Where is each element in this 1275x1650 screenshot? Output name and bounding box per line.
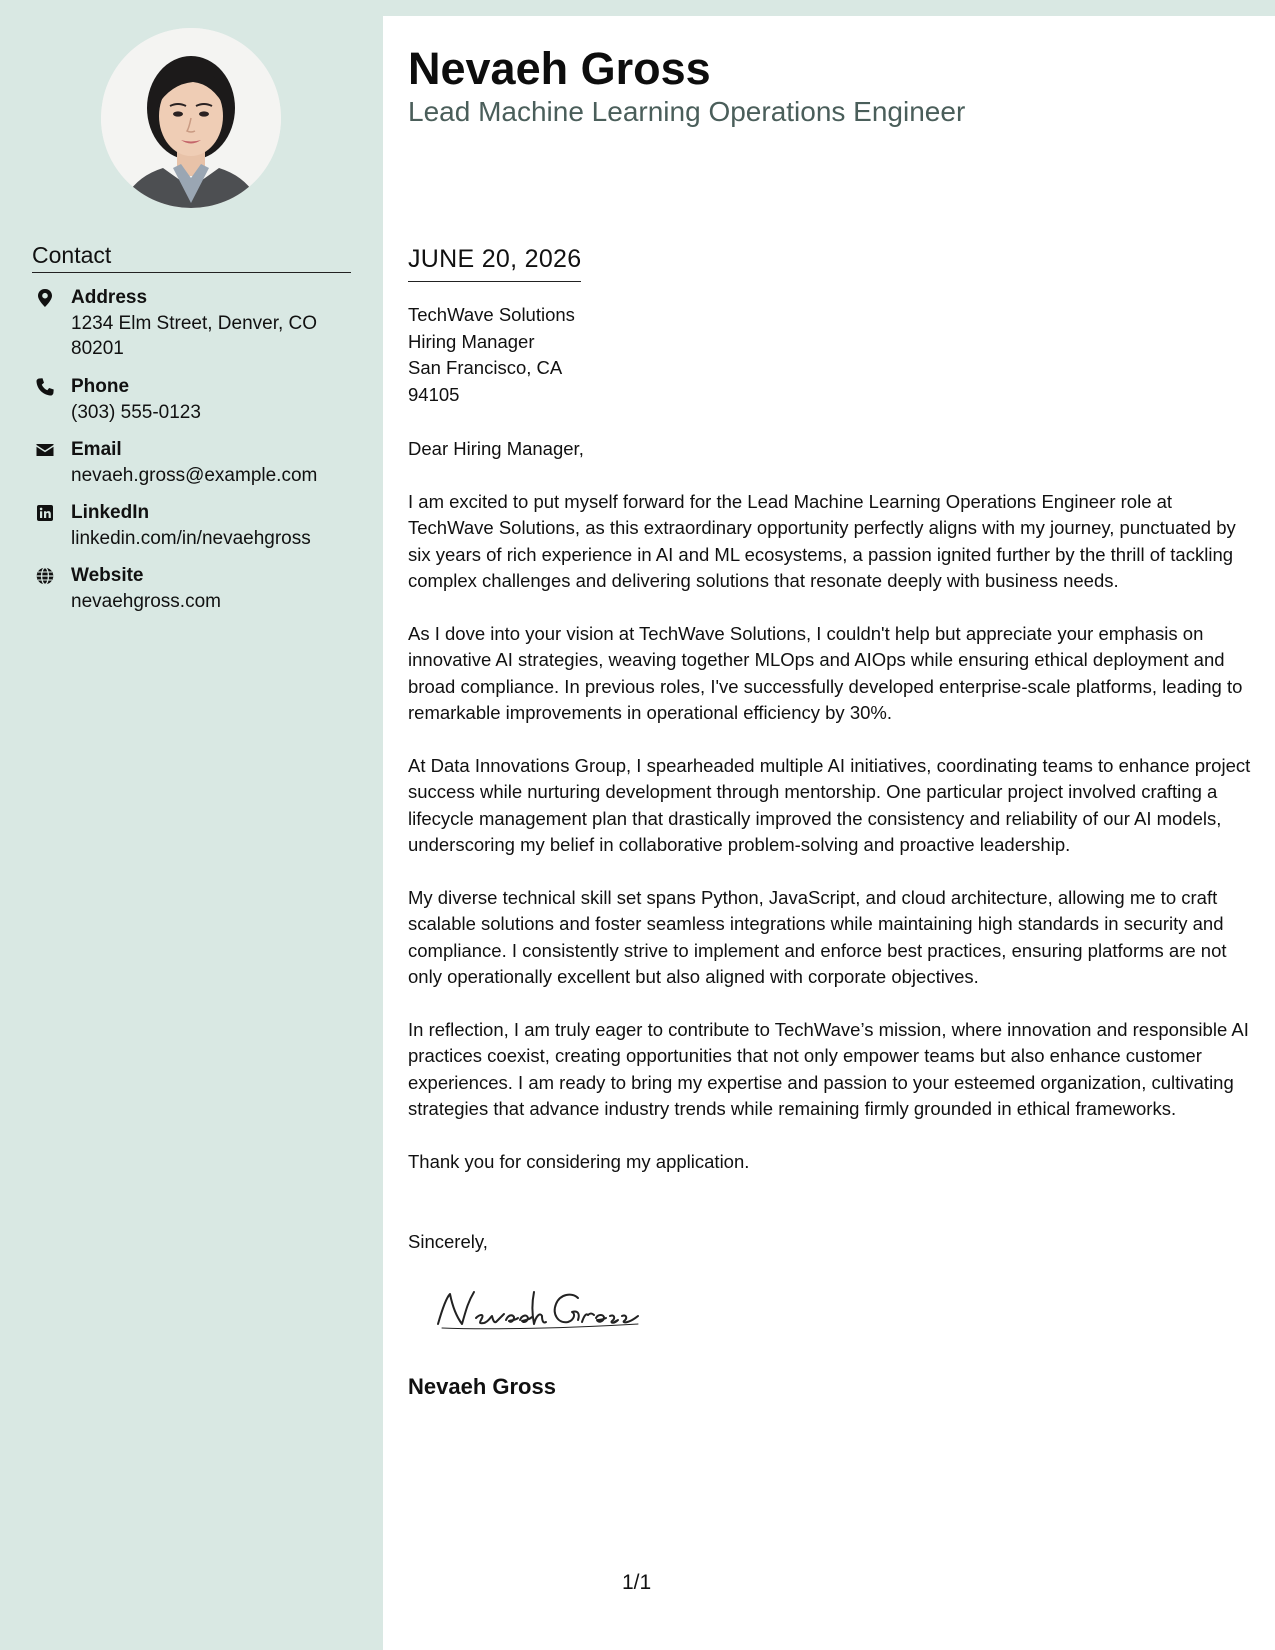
recipient-zip: 94105 bbox=[408, 383, 460, 405]
recipient-city: San Francisco, CA bbox=[408, 357, 563, 378]
phone-value[interactable]: (303) 555-0123 bbox=[71, 402, 201, 423]
address-label: Address bbox=[71, 287, 148, 308]
phone-icon bbox=[35, 377, 55, 397]
recipient-company: TechWave Solutions bbox=[408, 304, 575, 325]
letter-date: JUNE 20, 2026 bbox=[408, 243, 581, 282]
email-label: Email bbox=[71, 439, 122, 460]
closing: Sincerely, bbox=[408, 1231, 488, 1252]
paragraph-3: At Data Innovations Group, I spearheaded multiple AI initiatives, coordinating teams to enhance project success while nurturing development through mentorship. One particular project involved crafting a lifecycle management plan that drastically improved the consistency and reliability of our AI models, underscoring my belief in collaborative problem-solving and proactive leadership. bbox=[408, 755, 1251, 855]
recipient-title: Hiring Manager bbox=[408, 330, 535, 352]
linkedin-icon bbox=[35, 503, 55, 523]
phone-label: Phone bbox=[71, 376, 130, 397]
map-pin-icon bbox=[35, 288, 55, 308]
globe-icon bbox=[35, 566, 55, 586]
job-title: Lead Machine Learning Operations Engineer bbox=[408, 96, 966, 127]
salutation: Dear Hiring Manager, bbox=[408, 438, 584, 459]
linkedin-value[interactable]: linkedin.com/in/nevaehgross bbox=[71, 528, 311, 549]
email-value[interactable]: nevaeh.gross@example.com bbox=[71, 465, 318, 486]
website-value[interactable]: nevaehgross.com bbox=[71, 591, 221, 612]
paragraph-2: As I dove into your vision at TechWave Solutions, I couldn't help but appreciate your emphasis on innovative AI strategies, weaving together MLOps and AIOps while ensuring ethical deployment and broad compliance. In previous roles, I've successfully developed enterprise-scale platforms, leading to remarkable improvements in operational efficiency by 30%. bbox=[408, 623, 1243, 723]
page-number: 1/1 bbox=[622, 1571, 652, 1594]
paragraph-1: I am excited to put myself forward for the Lead Machine Learning Operations Engineer role at TechWave Solutions, as this extraordinary opportunity perfectly aligns with my journey, punctuated by six years of rich experience in AI and ML ecosystems, a passion ignited further by the thrill of tackling complex challenges and delivering solutions that resonate deeply with business needs. bbox=[408, 491, 1236, 591]
contact-heading: Contact bbox=[32, 240, 351, 273]
linkedin-label: LinkedIn bbox=[71, 502, 150, 523]
signature-image bbox=[432, 1280, 652, 1340]
paragraph-6: Thank you for considering my application. bbox=[408, 1151, 750, 1172]
recipient-block bbox=[408, 302, 575, 408]
envelope-icon bbox=[35, 440, 55, 460]
paragraph-4: My diverse technical skill set spans Python, JavaScript, and cloud architecture, allowing me to craft scalable solutions and foster seamless integrations while maintaining high standards in security and compliance. I consistently strive to implement and enforce best practices, ensuring platforms are not only operationally excellent but also aligned with corporate objectives. bbox=[408, 887, 1227, 987]
profile-photo bbox=[101, 28, 281, 208]
address-value: 1234 Elm Street, Denver, CO 80201 bbox=[71, 313, 318, 359]
website-label: Website bbox=[71, 565, 144, 586]
applicant-name: Nevaeh Gross bbox=[408, 43, 711, 94]
paragraph-5: In reflection, I am truly eager to contribute to TechWave’s mission, where innovation and responsible AI practices coexist, creating opportunities that not only empower teams but also enhance customer experiences. I am ready to bring my expertise and passion to your esteemed organization, cultivating strategies that advance industry trends while remaining firmly grounded in ethical frameworks. bbox=[408, 1019, 1249, 1119]
signed-name: Nevaeh Gross bbox=[408, 1374, 556, 1399]
